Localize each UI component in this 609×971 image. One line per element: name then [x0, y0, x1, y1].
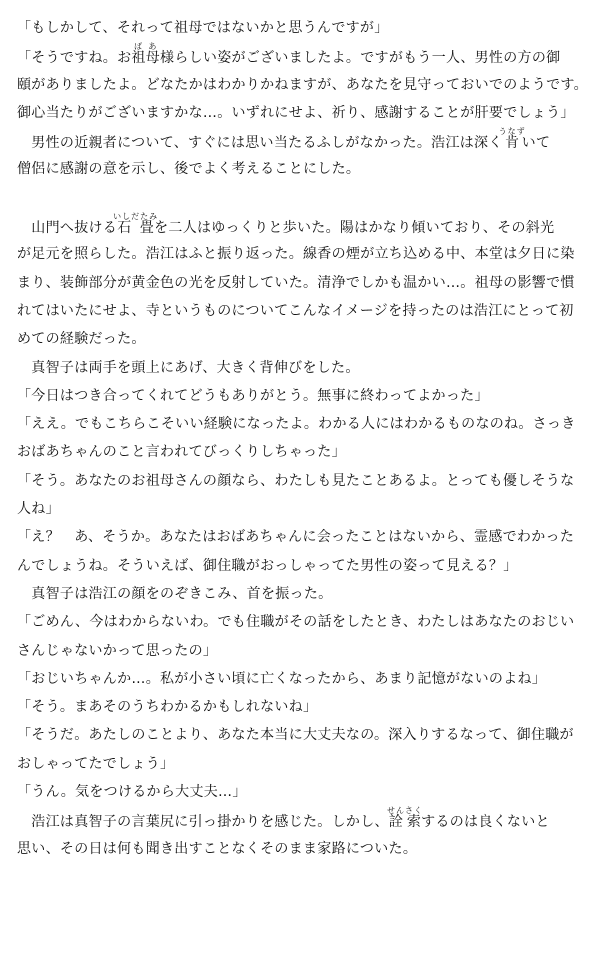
text-line: 真智子は両手を頭上にあげ、大きく背伸びをした。 — [17, 359, 360, 376]
text-line: 「うん。気をつけるから大丈夫…」 — [17, 784, 247, 801]
text-line: 「そうだ。あたしのことより、あなた本当に大丈夫なの。深入りするなって、御住職が — [17, 727, 574, 744]
text-line: 「今日はつき合ってくれてどうもありがとう。無事に終わってよかった」 — [17, 387, 489, 404]
ruby-base: 詮索 — [386, 814, 423, 831]
text-segment: 浩江は真智子の言葉尻に引っ掛かりを感じた。しかし、 — [17, 814, 389, 831]
text-line: さんじゃないかって思ったの」 — [17, 642, 218, 659]
text-line: 頤がありましたよ。どなたかはわかりかねますが、あなたを見守っておいでのようです。 — [17, 76, 588, 93]
text-line: 僧侶に感謝の意を示し、後でよく考えることにした。 — [17, 161, 361, 178]
text-line: 真智子は浩江の顔をのぞきこみ、首を振った。 — [17, 585, 333, 602]
furigana-unazu — [498, 127, 526, 152]
ruby-base: 祖母 — [131, 50, 161, 67]
ruby-reading: ばあ — [131, 42, 160, 52]
text-segment: 山門へ抜ける — [17, 220, 118, 237]
text-line — [17, 212, 599, 240]
text-line: 「もしかして、それって祖母ではないかと思うんですが」 — [17, 20, 389, 36]
text-line: 思い、その日は何も聞き出すことなくそのまま家路についた。 — [17, 840, 418, 857]
text-line: おしゃってたでしょう」 — [17, 755, 175, 772]
text-segment: を二人はゆっくりと歩いた。陽はかなり傾いており、その斜光 — [154, 220, 555, 237]
text-line — [17, 806, 599, 834]
text-line — [17, 127, 599, 155]
text-line: 「え？ あ、そうか。あなたはおばあちゃんに会ったことはないから、霊感でわかった — [17, 529, 575, 546]
text-line: 御心当たりがございますかな…。いずれにせよ、祈り、感謝することが肝要でしょう」 — [17, 104, 575, 121]
text-line: 「そう。まあそのうちわかるかもしれないね」 — [17, 699, 318, 716]
text-segment: いて — [521, 135, 551, 152]
text-line: が足元を照らした。浩江はふと振り返った。線香の煙が立ち込める中、本堂は夕日に染 — [17, 246, 575, 263]
text-line: 「ごめん、今はわからないわ。でも住職がその話をしたとき、わたしはあなたのおじい — [17, 614, 575, 631]
ruby-reading: いしだたみ — [113, 212, 159, 222]
text-line: まり、装飾部分が黄金色の光を反射していた。清浄でしかも温かい…。祖母の影響で慣 — [17, 274, 575, 291]
text-line: 「そう。あなたのお祖母さんの顔なら、わたしも見たことあるよ。とっても優しそうな — [17, 472, 575, 489]
text-line: おばあちゃんのこと言われてびっくりしちゃった」 — [17, 444, 346, 461]
ruby-base: 石畳 — [113, 220, 159, 237]
furigana-ishidatami — [113, 212, 159, 237]
text-line: めての経験だった。 — [17, 331, 146, 348]
text-line: 「ええ。でもこちらこそいい経験になったよ。わかる人にはわかるものなのね。さっき — [17, 416, 576, 433]
paragraph-break — [17, 184, 599, 212]
furigana-sobo — [131, 42, 161, 67]
text-line: んでしょうね。そういえば、御住職がおっしゃってた男性の姿って見える？」 — [17, 557, 518, 574]
text-line: 「おじいちゃんか…。私が小さい頃に亡くなったから、あまり記憶がないのよね」 — [17, 670, 547, 687]
text-line: れてはいたにせよ、寺というものについてこんなイメージを持ったのは浩江にとって初 — [17, 302, 574, 319]
text-segment: 男性の近親者について、すぐには思い当たるふしがなかった。浩江は深く — [17, 135, 503, 152]
text-segment: するのは良くないと — [421, 814, 550, 831]
text-line — [17, 42, 599, 70]
furigana-sensaku — [386, 806, 423, 831]
ruby-reading: うなず — [498, 127, 526, 137]
text-segment: 様らしい姿がございましたよ。ですがもう一人、男性の方の御 — [160, 50, 561, 67]
text-segment: 「そうですね。お — [17, 50, 132, 67]
ruby-reading: せんさく — [386, 806, 423, 816]
ruby-base: 肯 — [498, 135, 526, 152]
text-line: 人ね」 — [17, 501, 60, 518]
